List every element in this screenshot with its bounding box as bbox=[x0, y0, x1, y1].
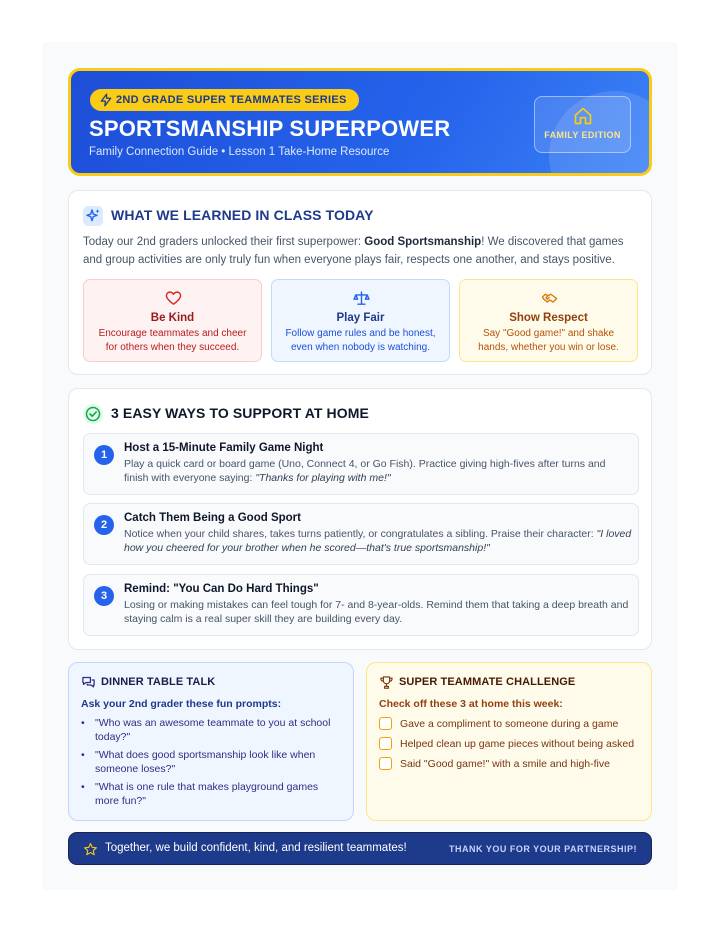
checkbox[interactable] bbox=[379, 717, 392, 730]
series-badge bbox=[90, 89, 359, 111]
tip-quote: "I loved how you cheered for your brother when he scored—that's true sportsmanship!" bbox=[124, 528, 632, 554]
checklist-label: Said "Good game!" with a smile and high-five bbox=[400, 758, 610, 770]
value-text: Encourage teammates and cheer for others when they succeed. bbox=[98, 328, 247, 353]
page bbox=[42, 42, 678, 890]
value-title: Be Kind bbox=[150, 312, 195, 324]
tip-body: Notice when your child shares, takes turns patiently, or congratulates a sibling. Praise their character: bbox=[124, 528, 597, 540]
intro-text: Today our 2nd graders unlocked their first superpower: bbox=[83, 236, 365, 248]
dinner-talk-title: DINNER TABLE TALK bbox=[101, 676, 216, 688]
value-text: Follow game rules and be honest, even when nobody is watching. bbox=[285, 328, 436, 353]
tip-body: Play a quick card or board game (Uno, Connect 4, or Go Fish). Practice giving high-fives after turns and finish with everyone saying: bbox=[124, 458, 606, 484]
tip-number: 2 bbox=[94, 515, 114, 535]
tip-number: 1 bbox=[94, 445, 114, 465]
checklist-item[interactable] bbox=[379, 737, 641, 757]
dinner-talk-panel bbox=[68, 662, 354, 821]
learned-section bbox=[68, 190, 652, 375]
trophy-icon bbox=[379, 675, 394, 690]
tip-card bbox=[83, 433, 639, 495]
tip-card bbox=[83, 503, 639, 565]
tip-card bbox=[83, 574, 639, 636]
checklist-item[interactable] bbox=[379, 717, 641, 737]
tip-title: Host a 15-Minute Family Game Night bbox=[124, 442, 324, 454]
footer-banner bbox=[68, 832, 652, 865]
home-icon bbox=[573, 106, 593, 126]
value-title: Show Respect bbox=[509, 312, 588, 324]
value-card-show-respect bbox=[459, 279, 638, 362]
intro-highlight: Good Sportsmanship bbox=[364, 236, 482, 248]
tip-text bbox=[124, 599, 632, 626]
list-item: • "Who was an awesome teammate to you at school today?" bbox=[81, 717, 343, 744]
support-title: 3 EASY WAYS TO SUPPORT AT HOME bbox=[111, 405, 369, 421]
star-icon bbox=[83, 842, 98, 857]
list-item: • "What is one rule that makes playground games more fun?" bbox=[81, 781, 343, 808]
tip-quote: "Thanks for playing with me!" bbox=[255, 471, 391, 484]
hero-banner bbox=[68, 68, 652, 176]
checkbox[interactable] bbox=[379, 737, 392, 750]
chat-bubbles-icon bbox=[81, 675, 96, 690]
support-section bbox=[68, 388, 652, 650]
value-card-be-kind bbox=[83, 279, 262, 362]
handshake-icon bbox=[541, 290, 558, 307]
value-title: Play Fair bbox=[336, 312, 385, 324]
tip-body: Losing or making mistakes can feel tough for 7- and 8-year-olds. Remind them that taking a deep breath and staying calm is a real super skill they are building every day. bbox=[124, 599, 629, 625]
checklist-label: Gave a compliment to someone during a game bbox=[400, 718, 619, 730]
prompt-list bbox=[81, 717, 343, 813]
challenge-panel bbox=[366, 662, 652, 821]
challenge-title: SUPER TEAMMATE CHALLENGE bbox=[399, 676, 576, 688]
dinner-talk-intro: Ask your 2nd grader these fun prompts: bbox=[81, 698, 282, 710]
series-label: 2ND GRADE SUPER TEAMMATES SERIES bbox=[116, 94, 347, 106]
sparkle-icon bbox=[83, 206, 103, 226]
footer-thanks: THANK YOU FOR YOUR PARTNERSHIP! bbox=[448, 844, 637, 854]
checklist-label: Helped clean up game pieces without being asked bbox=[400, 738, 635, 750]
tip-text bbox=[124, 528, 632, 555]
list-item: • "What does good sportsmanship look like when someone loses?" bbox=[81, 749, 343, 776]
family-edition-badge bbox=[534, 96, 631, 153]
intro-text-end: ! We discovered that games and group activities are only truly fun when everyone plays fair, respects one another, and stays positive. bbox=[83, 236, 624, 266]
checkbox[interactable] bbox=[379, 757, 392, 770]
lightning-bolt-icon bbox=[99, 93, 113, 107]
scale-icon bbox=[353, 290, 370, 307]
challenge-intro: Check off these 3 at home this week: bbox=[379, 698, 563, 710]
value-text: Say "Good game!" and shake hands, whether you win or lose. bbox=[478, 328, 619, 353]
tip-number: 3 bbox=[94, 586, 114, 606]
challenge-checklist bbox=[379, 717, 641, 777]
value-card-play-fair bbox=[271, 279, 450, 362]
learned-title: WHAT WE LEARNED IN CLASS TODAY bbox=[111, 207, 374, 223]
page-subtitle: Family Connection Guide • Lesson 1 Take-Home Resource bbox=[89, 146, 390, 158]
checklist-item[interactable] bbox=[379, 757, 641, 777]
learned-intro bbox=[83, 233, 639, 269]
heart-icon bbox=[165, 290, 182, 307]
tip-title: Catch Them Being a Good Sport bbox=[124, 512, 301, 524]
footer-message: Together, we build confident, kind, and resilient teammates! bbox=[105, 842, 407, 854]
tip-title: Remind: "You Can Do Hard Things" bbox=[124, 583, 319, 595]
page-title: SPORTSMANSHIP SUPERPOWER bbox=[89, 116, 451, 141]
check-circle-icon bbox=[83, 404, 103, 424]
tip-text bbox=[124, 458, 632, 485]
family-edition-label: FAMILY EDITION bbox=[544, 130, 621, 140]
